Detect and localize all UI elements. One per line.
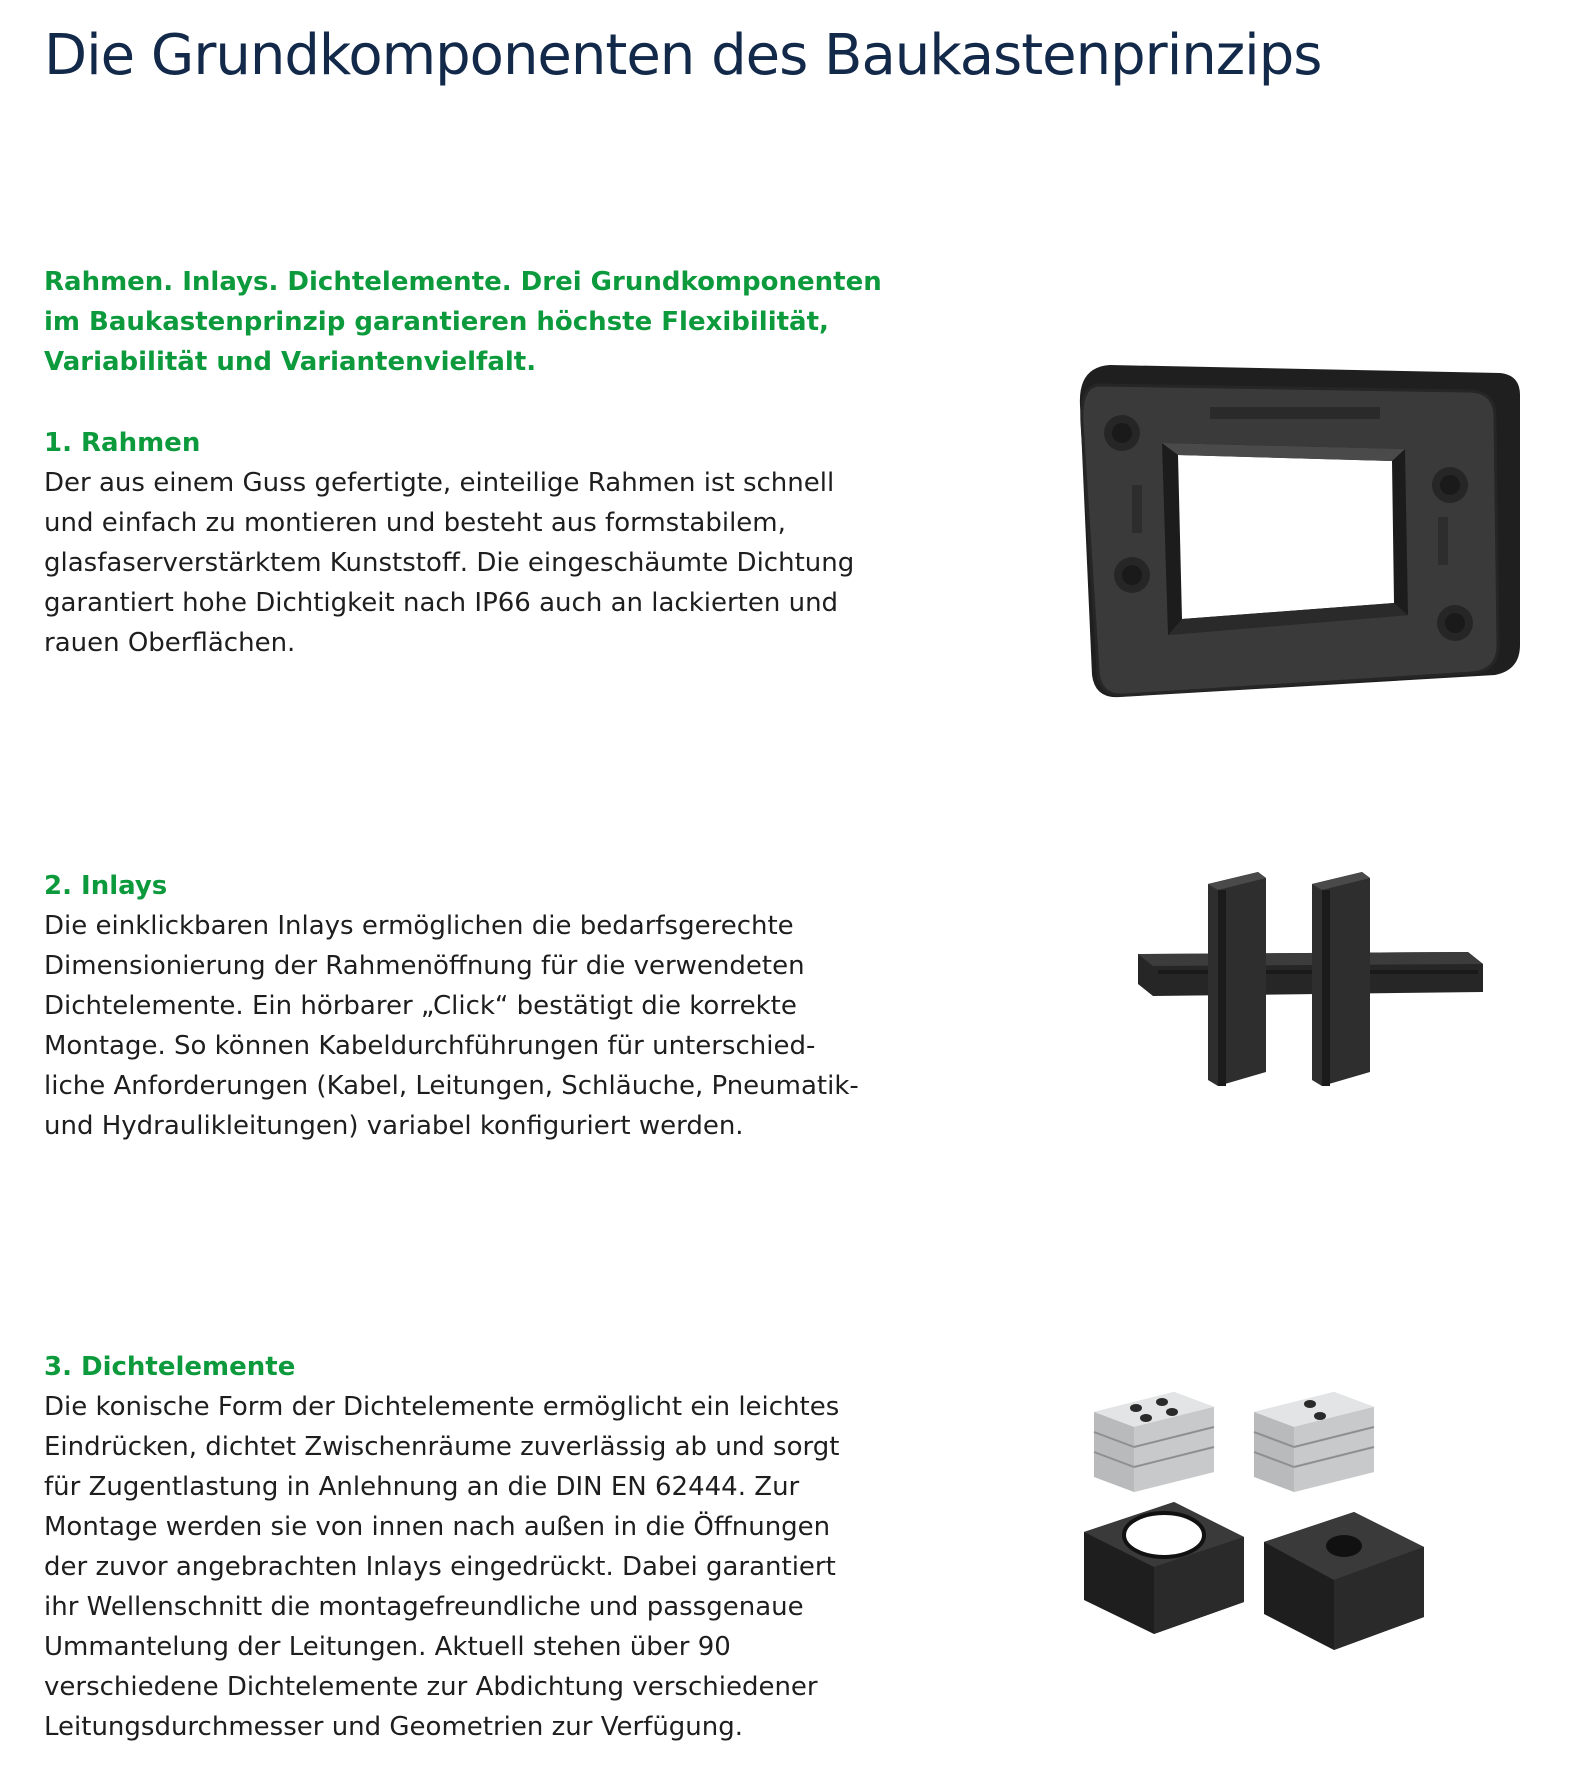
- seal-light-two-holes: [1254, 1392, 1374, 1492]
- inlays-icon: [1138, 872, 1483, 1094]
- section-body-inlays: Die einklickbaren Inlays ermöglichen die bedarfsgerechte Dimensionierung der Rahmenöffnung für die verwendeten Dichtelemente. Ein hörbarer „Click“ bestätigt die korrekte Montage. So können Kabeldurchführungen für unterschied- liche Anforderungen (Kabel, Leitungen, Schläuche, Pneumatik- und Hydraulikleitungen) variabel konfiguriert werden.: [44, 911, 859, 1141]
- section-dichtelemente: [44, 1347, 904, 1747]
- section-inlays: [44, 866, 904, 1146]
- seals-icon: [1074, 1352, 1504, 1702]
- section-rahmen: [44, 423, 904, 663]
- seal-dark-large-hole: [1084, 1502, 1244, 1634]
- seals-product-image: [1074, 1352, 1504, 1702]
- seal-dark-small-hole: [1264, 1512, 1424, 1650]
- section-heading-inlays: 2. Inlays: [44, 871, 168, 901]
- section-body-rahmen: Der aus einem Guss gefertigte, einteilige Rahmen ist schnell und einfach zu montieren und besteht aus formstabilem, glasfaserverstärktem Kunststoff. Die eingeschäumte Dichtung garantiert hohe Dichtigkeit nach IP66 auch an lackierten und rauen Oberflächen.: [44, 468, 855, 658]
- section-heading-rahmen: 1. Rahmen: [44, 428, 201, 458]
- section-heading-dichtelemente: 3. Dichtelemente: [44, 1352, 296, 1382]
- section-body-dichtelemente: Die konische Form der Dichtelemente ermöglicht ein leichtes Eindrücken, dichtet Zwischenräume zuverlässig ab und sorgt für Zugentlastung in Anlehnung an die DIN EN 62444. Zur Montage werden sie von innen nach außen in die Öffnungen der zuvor angebrachten Inlays eingedrückt. Dabei garantiert ihr Wellenschnitt die montagefreundliche und passgenaue Ummantelung der Leitungen. Aktuell stehen über 90 verschiedene Dichtelemente zur Abdichtung verschiedener Leitungsdurchmesser und Geometrien zur Verfügung.: [44, 1392, 840, 1742]
- frame-product-image: [1070, 345, 1530, 725]
- inlays-product-image: [1138, 872, 1483, 1094]
- page-title: Die Grundkomponenten des Baukastenprinzips: [44, 23, 1322, 88]
- seal-light-four-holes: [1094, 1392, 1214, 1492]
- intro-text: Rahmen. Inlays. Dichtelemente. Drei Grundkomponenten im Baukastenprinzip garantieren höchste Flexibilität, Variabilität und Variantenvielfalt.: [44, 267, 882, 377]
- frame-icon: [1070, 345, 1530, 725]
